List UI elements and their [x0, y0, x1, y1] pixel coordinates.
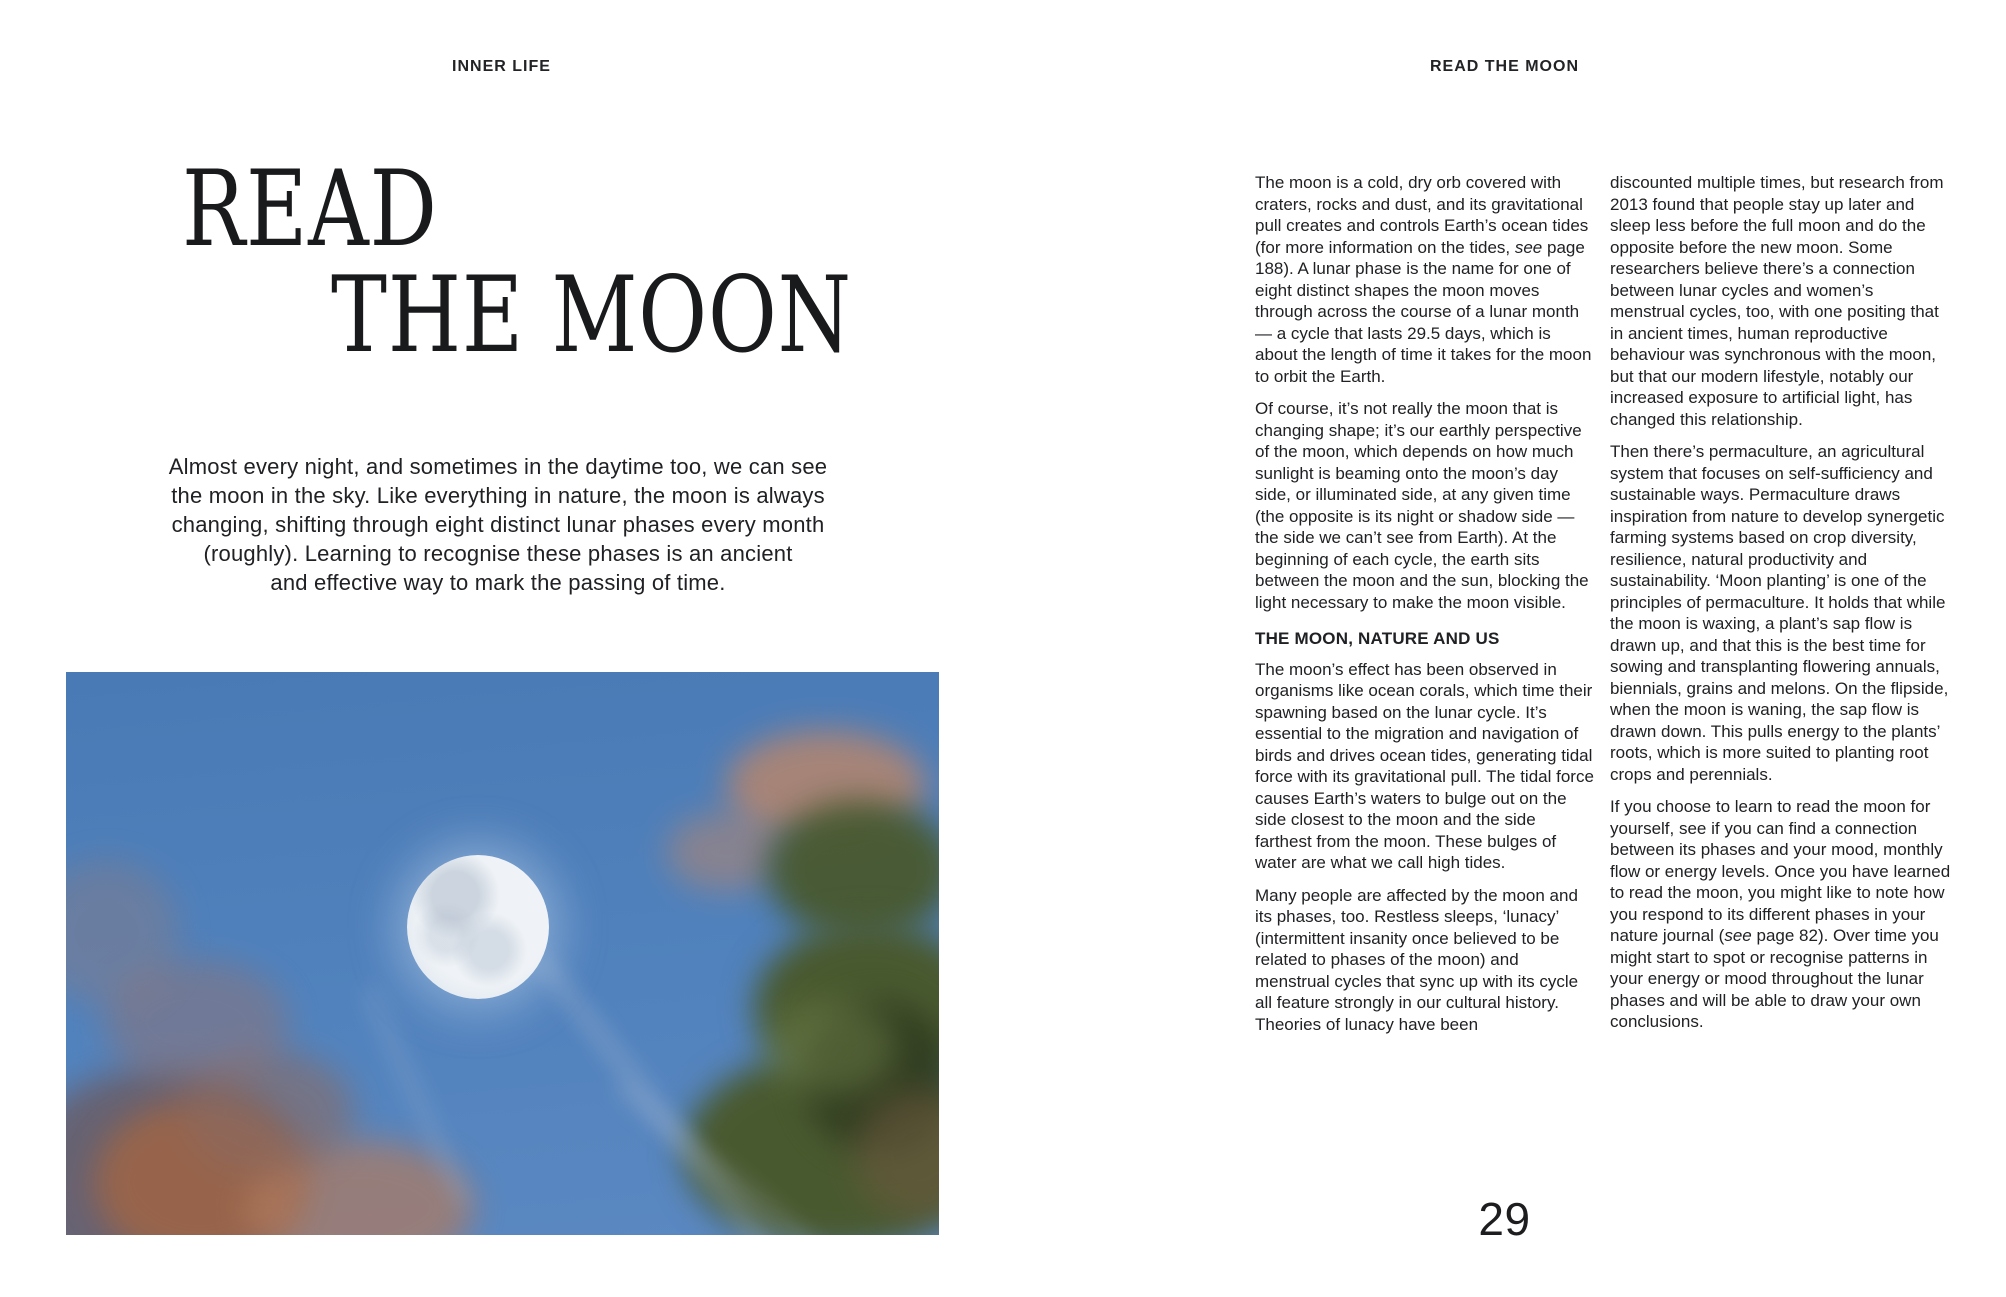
body-paragraph: Many people are affected by the moon and its phases, too. Restless sleeps, ‘lunacy’ (intermittent insanity once believed to be related to phases of the moon) and menstrual cycles that sync up with its cycle all feature strongly in our cultural history. Theories of lunacy have been	[1255, 885, 1579, 1034]
intro-line: the moon in the sky. Like everything in nature, the moon is always	[171, 483, 825, 508]
text-column-right	[1610, 172, 1952, 1044]
text-column-left	[1255, 172, 1597, 1046]
intro-line: Almost every night, and sometimes in the daytime too, we can see	[168, 454, 828, 479]
intro-line: and effective way to mark the passing of time.	[270, 570, 726, 595]
right-page	[1003, 0, 2006, 1297]
section-heading: THE MOON, NATURE AND US	[1255, 629, 1500, 648]
body-paragraph: discounted multiple times, but research from 2013 found that people stay up later and sleep less before the full moon and do the opposite before the new moon. Some researchers believe there’s a connection between lunar cycles and women’s menstrual cycles, too, with one positing that in ancient times, human reproductive behaviour was synchronous with the moon, but that our modern lifestyle, notably our increased exposure to artificial light, has changed this relationship.	[1610, 173, 1944, 429]
right-running-head: READ THE MOON	[1430, 58, 1579, 75]
chapter-title-line-1: READ	[182, 148, 438, 270]
body-paragraph: If you choose to learn to read the moon for yourself, see if you can find a connection between its phases and your mood, monthly flow or energy levels. Once you have learned to read the moon, you might like to note how you respond to its different phases in your nature journal (see page 82). Over time you might start to spot or recognise patterns in your energy or mood throughout the lunar phases and will be able to draw your own conclusions.	[1610, 797, 1951, 1031]
body-paragraph: The moon’s effect has been observed in organisms like ocean corals, which time their spawning based on the lunar cycle. It’s essential to the migration and navigation of birds and drives ocean tides, generating tidal force with its gravitational pull. The tidal force causes Earth’s waters to bulge out on the side closest to the moon and the side farthest from the moon. These bulges of water are what we call high tides.	[1255, 659, 1594, 872]
intro-line: changing, shifting through eight distinct lunar phases every month	[171, 512, 825, 537]
page-number: 29	[1478, 1193, 1531, 1245]
body-paragraph: Then there’s permaculture, an agricultural system that focuses on self-sufficiency and sustainable ways. Permaculture draws inspiration from nature to develop synergetic farming systems based on crop diversity, resilience, natural productivity and sustainability. ‘Moon planting’ is one of the principles of permaculture. It holds that while the moon is waxing, a plant’s sap flow is drawn up, and that this is the best time for sowing and transplanting flowering annuals, biennials, grains and melons. On the flipside, when the moon is waning, the sap flow is drawn down. This pulls energy to the plants’ roots, which is more suited to planting root crops and perennials.	[1610, 442, 1949, 784]
moon	[407, 855, 549, 999]
tree-foliage-highlight	[766, 1000, 896, 1095]
body-paragraph: The moon is a cold, dry orb covered with craters, rocks and dust, and its gravitational pull creates and controls Earth’s ocean tides (for more information on the tides, see page 188). A lunar phase is the name for one of eight distinct shapes the moon moves through across the course of a lunar month — a cycle that lasts 29.5 days, which is about the length of time it takes for the moon to orbit the Earth.	[1255, 173, 1592, 386]
intro-line: (roughly). Learning to recognise these phases is an ancient	[203, 541, 793, 566]
body-paragraph: Of course, it’s not really the moon that is changing shape; it’s our earthly perspective of the moon, which depends on how much sunlight is beaming onto the moon’s day side, or illuminated side, at any given time (the opposite is its night or shadow side — the side we can’t see from Earth). At the beginning of each cycle, the earth sits between the moon and the sun, blocking the light necessary to make the moon visible.	[1255, 399, 1589, 612]
chapter-title	[182, 148, 982, 376]
moon-photo	[66, 672, 939, 1235]
chapter-title-line-2: THE MOON	[331, 254, 852, 376]
intro-paragraph	[98, 452, 898, 597]
left-running-head: INNER LIFE	[452, 58, 551, 75]
